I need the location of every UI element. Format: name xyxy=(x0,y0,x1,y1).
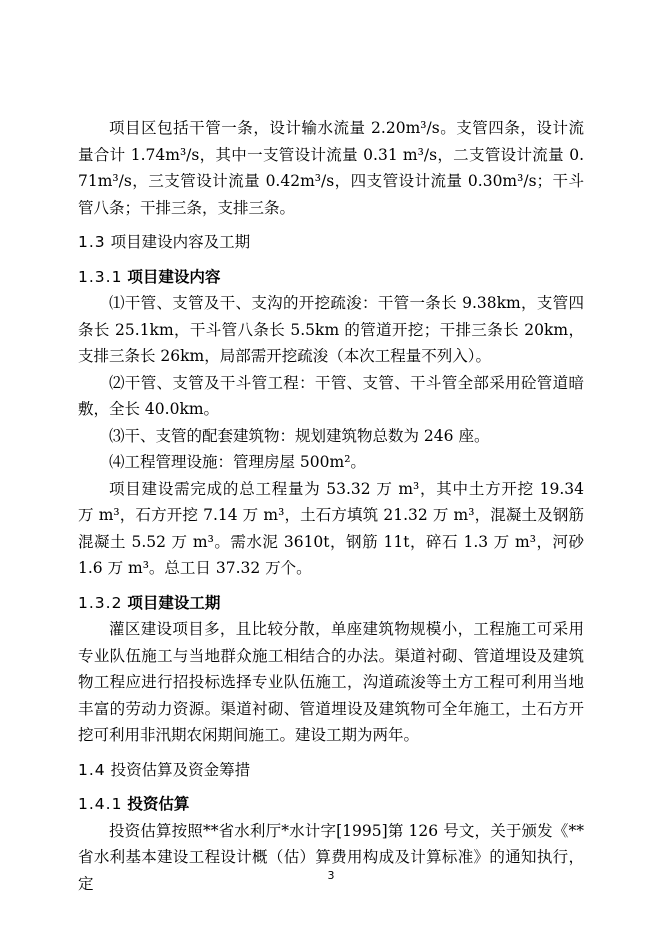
section-number: 1.3.2 xyxy=(78,593,123,612)
page-number: 3 xyxy=(327,869,335,882)
section-title: 项目建设内容及工期 xyxy=(110,233,251,251)
list-item-pipeline: ⑵干管、支管及干斗管工程：干管、支管、干斗管全部采用砼管道暗敷，全长 40.0km。 xyxy=(78,373,584,418)
section-number: 1.3 xyxy=(78,233,106,251)
section-number: 1.4 xyxy=(78,760,106,779)
document-body xyxy=(78,115,584,897)
paragraph-investment-estimate: 投资估算按照**省水利厅*水计字[1995]第 126 号文，关于颁发《**省水利基本建设工程设计概（估）算费用构成及计算标准》的通知执行，定 xyxy=(78,821,584,893)
section-heading-1-3-2 xyxy=(78,590,584,617)
section-heading-1-3-1 xyxy=(78,264,584,291)
list-item-excavation: ⑴干管、支管及干、支沟的开挖疏浚：干管一条长 9.38km，支管四条长 25.1km，干斗管八条长 5.5km 的管道开挖；干排三条长 20km，支排三条长 26km，局部需开挖疏浚（本次工程量不列入）。 xyxy=(78,294,584,365)
paragraph-construction-schedule: 灌区建设项目多，且比较分散，单座建筑物规模小，工程施工可采用专业队伍施工与当地群众施工相结合的办法。渠道衬砌、管道埋设及建筑物工程应进行招投标选择专业队伍施工，沟道疏浚等土方工程可利用当地丰富的劳动力资源。渠道衬砌、管道埋设及建筑物可全年施工，土石方开挖可利用非汛期农闲期间施工。建设工期为两年。 xyxy=(78,620,584,744)
section-number: 1.4.1 xyxy=(78,795,123,813)
section-title: 项目建设内容 xyxy=(127,267,221,286)
section-heading-1-3 xyxy=(78,229,584,256)
section-heading-1-4-1 xyxy=(78,791,584,818)
section-heading-1-4 xyxy=(78,757,584,784)
paragraph-total-quantities: 项目建设需完成的总工程量为 53.32 万 m³，其中土方开挖 19.34 万 m³，石方开挖 7.14 万 m³，土石方填筑 21.32 万 m³，混凝土及钢筋混凝土 5.52 万 m³。需水泥 3610t，钢筋 11t，碎石 1.3 万 m³，河砂 1.6 万 m³。总工日 37.32 万个。 xyxy=(78,479,584,577)
list-item-management: ⑷工程管理设施：管理房屋 500m²。 xyxy=(109,453,366,471)
paragraph-project-scope: 项目区包括干管一条，设计输水流量 2.20m³/s。支管四条，设计流量合计 1.74m³/s，其中一支管设计流量 0.31 m³/s，二支管设计流量 0.71m³/s，三支管设计流量 0.42m³/s，四支管设计流量 0.30m³/s；干斗管八条；干排三条，支排三条。 xyxy=(78,119,584,217)
section-title: 投资估算及资金筹措 xyxy=(110,760,251,779)
list-item-structures: ⑶干、支管的配套建筑物：规划建筑物总数为 246 座。 xyxy=(109,426,490,445)
section-number: 1.3.1 xyxy=(78,267,123,286)
section-title: 项目建设工期 xyxy=(127,593,221,612)
section-title: 投资估算 xyxy=(127,795,190,813)
